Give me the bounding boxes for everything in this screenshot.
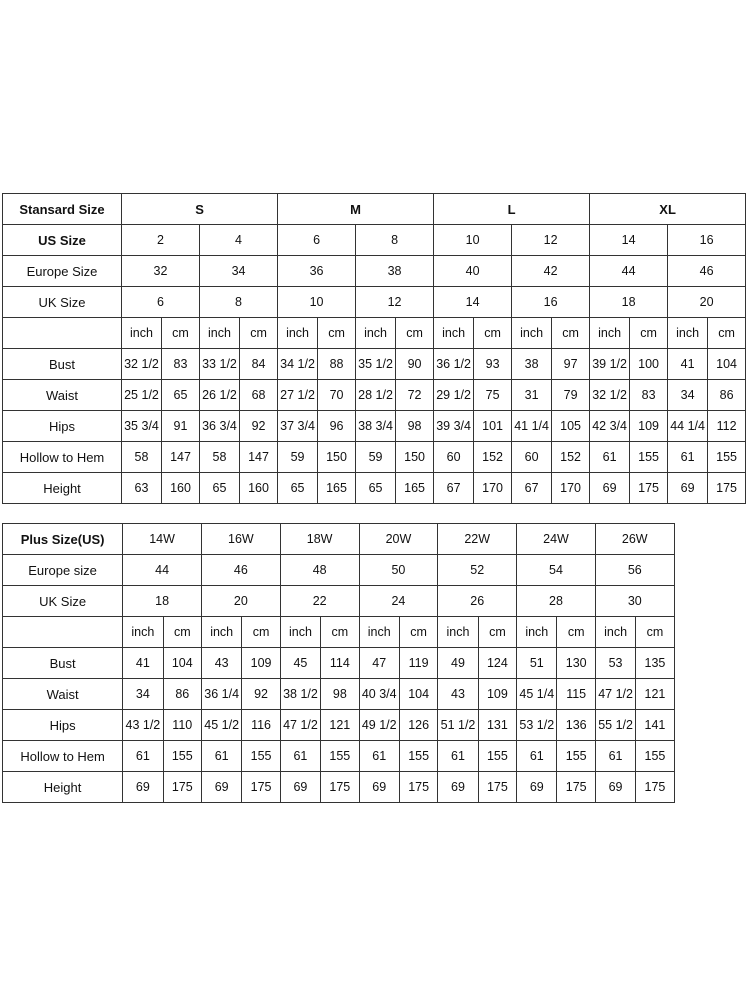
measure-value: 175 [478, 772, 516, 803]
measure-value: 175 [636, 772, 674, 803]
us-size: 6 [278, 225, 356, 256]
unit-inch: inch [438, 617, 478, 648]
measure-value: 98 [321, 679, 359, 710]
unit-inch: inch [200, 318, 240, 349]
europe-size: 42 [512, 256, 590, 287]
measure-value: 58 [122, 442, 162, 473]
measure-value: 130 [557, 648, 595, 679]
measure-value: 92 [240, 411, 278, 442]
measure-row-hips [3, 411, 746, 442]
measure-value: 93 [474, 349, 512, 380]
unit-inch: inch [359, 617, 399, 648]
measure-value: 61 [123, 741, 163, 772]
unit-cm: cm [162, 318, 200, 349]
plus-measure-row-bust [3, 648, 747, 679]
us-size: 14 [590, 225, 668, 256]
measure-value: 32 1/2 [122, 349, 162, 380]
unit-cm: cm [557, 617, 595, 648]
europe-size: 44 [590, 256, 668, 287]
measure-row-hollow-to-hem [3, 442, 746, 473]
measure-value: 72 [396, 380, 434, 411]
measure-value: 32 1/2 [590, 380, 630, 411]
measure-value: 147 [162, 442, 200, 473]
measure-value: 150 [318, 442, 356, 473]
unit-cm: cm [708, 318, 746, 349]
measure-value: 150 [396, 442, 434, 473]
measure-value: 36 1/2 [434, 349, 474, 380]
measure-value: 39 3/4 [434, 411, 474, 442]
measure-value: 53 1/2 [517, 710, 557, 741]
unit-cm: cm [474, 318, 512, 349]
unit-inch: inch [595, 617, 635, 648]
measure-value: 47 1/2 [280, 710, 320, 741]
measure-value: 43 1/2 [123, 710, 163, 741]
measure-value: 61 [438, 741, 478, 772]
europe-size: 56 [595, 555, 674, 586]
measure-value: 35 1/2 [356, 349, 396, 380]
unit-inch: inch [123, 617, 163, 648]
measure-value: 91 [162, 411, 200, 442]
measure-value: 96 [318, 411, 356, 442]
measure-value: 61 [201, 741, 241, 772]
size-group-s: S [122, 194, 278, 225]
europe-size-label: Europe Size [3, 256, 122, 287]
standard-header-row [3, 194, 746, 225]
europe-size: 34 [200, 256, 278, 287]
measure-value: 104 [163, 648, 201, 679]
europe-size: 36 [278, 256, 356, 287]
us-size: 10 [434, 225, 512, 256]
measure-value: 83 [630, 380, 668, 411]
us-size-row [3, 225, 746, 256]
measure-value: 110 [163, 710, 201, 741]
europe-size: 48 [280, 555, 359, 586]
measure-value: 101 [474, 411, 512, 442]
measure-value: 51 1/2 [438, 710, 478, 741]
measure-value: 28 1/2 [356, 380, 396, 411]
unit-inch: inch [517, 617, 557, 648]
measure-value: 141 [636, 710, 674, 741]
measure-value: 165 [318, 473, 356, 504]
measure-row-height [3, 473, 746, 504]
measure-row-waist [3, 380, 746, 411]
europe-size: 54 [517, 555, 596, 586]
measure-value: 175 [708, 473, 746, 504]
measure-value: 47 1/2 [595, 679, 635, 710]
measure-value: 155 [321, 741, 359, 772]
measure-value: 37 3/4 [278, 411, 318, 442]
measure-value: 38 1/2 [280, 679, 320, 710]
unit-cm: cm [163, 617, 201, 648]
measure-value: 69 [590, 473, 630, 504]
measure-value: 69 [359, 772, 399, 803]
unit-row-blank [3, 318, 122, 349]
uk-size: 30 [595, 586, 674, 617]
size-group-xl: XL [590, 194, 746, 225]
measure-value: 65 [278, 473, 318, 504]
measure-value: 155 [399, 741, 437, 772]
measure-label: Height [3, 473, 122, 504]
measure-value: 165 [396, 473, 434, 504]
measure-value: 44 1/4 [668, 411, 708, 442]
measure-value: 175 [630, 473, 668, 504]
measure-label: Height [3, 772, 123, 803]
measure-value: 26 1/2 [200, 380, 240, 411]
measure-value: 116 [242, 710, 280, 741]
plus-europe-row [3, 555, 747, 586]
measure-value: 155 [636, 741, 674, 772]
measure-value: 60 [434, 442, 474, 473]
measure-value: 40 3/4 [359, 679, 399, 710]
measure-row-bust [3, 349, 746, 380]
measure-value: 98 [396, 411, 434, 442]
unit-cm: cm [321, 617, 359, 648]
measure-value: 155 [163, 741, 201, 772]
unit-cm: cm [318, 318, 356, 349]
uk-size: 16 [512, 287, 590, 318]
measure-value: 34 1/2 [278, 349, 318, 380]
measure-label: Waist [3, 380, 122, 411]
measure-value: 121 [636, 679, 674, 710]
measure-value: 121 [321, 710, 359, 741]
europe-size: 50 [359, 555, 438, 586]
measure-value: 119 [399, 648, 437, 679]
europe-size: 32 [122, 256, 200, 287]
measure-value: 70 [318, 380, 356, 411]
measure-value: 160 [162, 473, 200, 504]
unit-inch: inch [434, 318, 474, 349]
measure-label: Bust [3, 648, 123, 679]
measure-value: 69 [438, 772, 478, 803]
measure-value: 160 [240, 473, 278, 504]
unit-cm: cm [636, 617, 674, 648]
measure-value: 69 [201, 772, 241, 803]
measure-value: 136 [557, 710, 595, 741]
measure-value: 69 [123, 772, 163, 803]
uk-size: 20 [668, 287, 746, 318]
europe-size-row [3, 256, 746, 287]
measure-value: 69 [517, 772, 557, 803]
unit-cm: cm [240, 318, 278, 349]
plus-size: 18W [280, 524, 359, 555]
measure-value: 45 [280, 648, 320, 679]
measure-value: 39 1/2 [590, 349, 630, 380]
measure-value: 83 [162, 349, 200, 380]
unit-inch: inch [512, 318, 552, 349]
measure-value: 69 [668, 473, 708, 504]
measure-value: 175 [399, 772, 437, 803]
measure-value: 105 [552, 411, 590, 442]
measure-value: 63 [122, 473, 162, 504]
measure-value: 41 1/4 [512, 411, 552, 442]
measure-value: 69 [595, 772, 635, 803]
blank-cell [674, 524, 746, 803]
measure-value: 61 [668, 442, 708, 473]
measure-value: 69 [280, 772, 320, 803]
europe-size: 40 [434, 256, 512, 287]
unit-inch: inch [278, 318, 318, 349]
measure-label: Waist [3, 679, 123, 710]
unit-inch: inch [356, 318, 396, 349]
measure-value: 60 [512, 442, 552, 473]
measure-value: 109 [242, 648, 280, 679]
measure-value: 43 [201, 648, 241, 679]
measure-value: 27 1/2 [278, 380, 318, 411]
standard-size-label: Stansard Size [3, 194, 122, 225]
measure-value: 84 [240, 349, 278, 380]
us-size: 16 [668, 225, 746, 256]
measure-value: 109 [478, 679, 516, 710]
measure-value: 55 1/2 [595, 710, 635, 741]
standard-size-table [2, 193, 746, 504]
measure-value: 135 [636, 648, 674, 679]
uk-size: 18 [123, 586, 202, 617]
unit-inch: inch [122, 318, 162, 349]
measure-value: 152 [552, 442, 590, 473]
measure-value: 86 [163, 679, 201, 710]
measure-value: 59 [356, 442, 396, 473]
uk-size: 22 [280, 586, 359, 617]
plus-size: 14W [123, 524, 202, 555]
measure-value: 41 [668, 349, 708, 380]
unit-cm: cm [478, 617, 516, 648]
measure-value: 49 1/2 [359, 710, 399, 741]
measure-value: 112 [708, 411, 746, 442]
measure-value: 114 [321, 648, 359, 679]
measure-value: 58 [200, 442, 240, 473]
measure-value: 42 3/4 [590, 411, 630, 442]
unit-inch: inch [201, 617, 241, 648]
uk-size: 12 [356, 287, 434, 318]
measure-value: 61 [517, 741, 557, 772]
unit-cm: cm [552, 318, 590, 349]
measure-value: 155 [478, 741, 516, 772]
measure-value: 51 [517, 648, 557, 679]
measure-value: 104 [399, 679, 437, 710]
plus-size-table [2, 523, 746, 803]
measure-value: 155 [242, 741, 280, 772]
unit-row-blank [3, 617, 123, 648]
unit-inch: inch [280, 617, 320, 648]
size-group-l: L [434, 194, 590, 225]
uk-size: 20 [201, 586, 280, 617]
measure-value: 104 [708, 349, 746, 380]
measure-value: 36 3/4 [200, 411, 240, 442]
uk-size: 26 [438, 586, 517, 617]
measure-value: 67 [512, 473, 552, 504]
plus-size: 26W [595, 524, 674, 555]
measure-value: 25 1/2 [122, 380, 162, 411]
europe-size: 52 [438, 555, 517, 586]
measure-value: 175 [242, 772, 280, 803]
measure-value: 97 [552, 349, 590, 380]
measure-label: Hollow to Hem [3, 442, 122, 473]
unit-cm: cm [242, 617, 280, 648]
measure-value: 67 [434, 473, 474, 504]
measure-label: Hips [3, 411, 122, 442]
measure-value: 126 [399, 710, 437, 741]
measure-value: 90 [396, 349, 434, 380]
measure-value: 175 [163, 772, 201, 803]
measure-label: Hollow to Hem [3, 741, 123, 772]
uk-size: 10 [278, 287, 356, 318]
plus-size: 24W [517, 524, 596, 555]
measure-value: 35 3/4 [122, 411, 162, 442]
measure-value: 33 1/2 [200, 349, 240, 380]
us-size: 4 [200, 225, 278, 256]
measure-value: 109 [630, 411, 668, 442]
measure-value: 79 [552, 380, 590, 411]
unit-cm: cm [399, 617, 437, 648]
measure-value: 59 [278, 442, 318, 473]
us-size-label: US Size [3, 225, 122, 256]
measure-value: 155 [708, 442, 746, 473]
measure-value: 65 [200, 473, 240, 504]
measure-value: 152 [474, 442, 512, 473]
measure-value: 34 [123, 679, 163, 710]
measure-value: 86 [708, 380, 746, 411]
measure-value: 155 [630, 442, 668, 473]
us-size: 2 [122, 225, 200, 256]
europe-size: 46 [668, 256, 746, 287]
plus-measure-row-hips [3, 710, 747, 741]
measure-value: 38 [512, 349, 552, 380]
uk-size: 14 [434, 287, 512, 318]
us-size: 12 [512, 225, 590, 256]
measure-value: 175 [557, 772, 595, 803]
plus-size-label: Plus Size(US) [3, 524, 123, 555]
plus-unit-row [3, 617, 747, 648]
measure-label: Bust [3, 349, 122, 380]
measure-value: 131 [478, 710, 516, 741]
europe-size: 38 [356, 256, 434, 287]
measure-value: 43 [438, 679, 478, 710]
us-size: 8 [356, 225, 434, 256]
europe-size-label: Europe size [3, 555, 123, 586]
plus-header-row [3, 524, 747, 555]
measure-value: 100 [630, 349, 668, 380]
uk-size: 18 [590, 287, 668, 318]
plus-measure-row-hollow-to-hem [3, 741, 747, 772]
measure-value: 92 [242, 679, 280, 710]
measure-value: 65 [162, 380, 200, 411]
measure-value: 38 3/4 [356, 411, 396, 442]
measure-value: 155 [557, 741, 595, 772]
measure-value: 65 [356, 473, 396, 504]
europe-size: 44 [123, 555, 202, 586]
measure-value: 147 [240, 442, 278, 473]
uk-size-row [3, 287, 746, 318]
uk-size-label: UK Size [3, 586, 123, 617]
uk-size: 6 [122, 287, 200, 318]
measure-value: 31 [512, 380, 552, 411]
plus-uk-row [3, 586, 747, 617]
unit-cm: cm [630, 318, 668, 349]
measure-value: 170 [474, 473, 512, 504]
plus-size: 22W [438, 524, 517, 555]
measure-value: 34 [668, 380, 708, 411]
plus-measure-row-waist [3, 679, 747, 710]
plus-measure-row-height [3, 772, 747, 803]
measure-value: 45 1/4 [517, 679, 557, 710]
measure-value: 124 [478, 648, 516, 679]
measure-value: 68 [240, 380, 278, 411]
measure-value: 61 [359, 741, 399, 772]
unit-inch: inch [668, 318, 708, 349]
measure-value: 170 [552, 473, 590, 504]
uk-size: 8 [200, 287, 278, 318]
measure-value: 47 [359, 648, 399, 679]
measure-value: 115 [557, 679, 595, 710]
measure-value: 61 [280, 741, 320, 772]
europe-size: 46 [201, 555, 280, 586]
measure-value: 61 [590, 442, 630, 473]
size-group-m: M [278, 194, 434, 225]
measure-label: Hips [3, 710, 123, 741]
measure-value: 36 1/4 [201, 679, 241, 710]
measure-value: 88 [318, 349, 356, 380]
measure-value: 45 1/2 [201, 710, 241, 741]
unit-inch: inch [590, 318, 630, 349]
measure-value: 61 [595, 741, 635, 772]
uk-size: 24 [359, 586, 438, 617]
measure-value: 49 [438, 648, 478, 679]
measure-value: 41 [123, 648, 163, 679]
uk-size-label: UK Size [3, 287, 122, 318]
unit-row [3, 318, 746, 349]
uk-size: 28 [517, 586, 596, 617]
measure-value: 53 [595, 648, 635, 679]
plus-size: 16W [201, 524, 280, 555]
measure-value: 175 [321, 772, 359, 803]
unit-cm: cm [396, 318, 434, 349]
measure-value: 75 [474, 380, 512, 411]
measure-value: 29 1/2 [434, 380, 474, 411]
plus-size: 20W [359, 524, 438, 555]
